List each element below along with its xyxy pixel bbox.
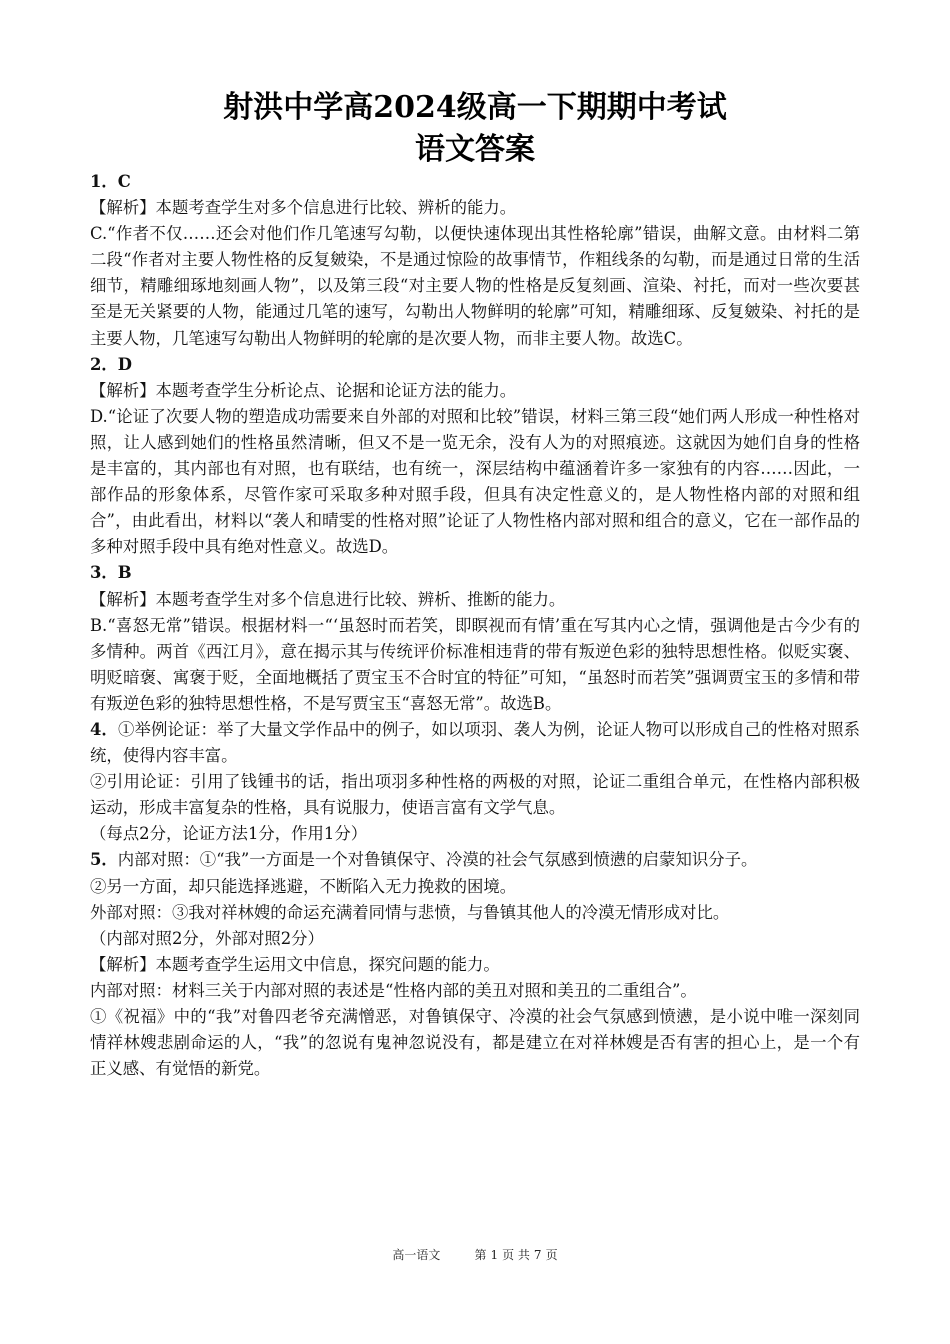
document-subtitle: 语文答案 xyxy=(415,132,535,167)
footer-page-prefix: 第 xyxy=(474,1248,487,1262)
question-4-scoring: （每点2分，论证方法1分，作用1分） xyxy=(90,824,368,844)
footer-page-total: 7 xyxy=(533,1248,542,1262)
question-1-analysis: C.“作者不仅……还会对他们作几笔速写勾勒，以便快速体现出其性格轮廓”错误，曲解文意。由材料二第二段“作者对主要人物性格的反复皴染，不是通过惊险的故事情节，作粗线条的勾勒，而是通过日常的生活细节，精雕细琢地刻画人物”，以及第三段“对主要人物的性格是反复刻画、渲染、衬托，而对一些次要甚至是无关紧要的人物，能通过几笔的速写，勾勒出人物鲜明的轮廓”可知，精雕细琢、反复皴染、衬托的是主要人物，几笔速写勾勒出人物鲜明的轮廓的是次要人物，而非主要人物。故选C。 xyxy=(90,224,860,348)
document-title: 射洪中学高2024级高一下期期中考试 xyxy=(223,90,727,125)
question-5-scoring: （内部对照2分，外部对照2分） xyxy=(90,928,324,948)
footer-page-current: 1 xyxy=(490,1248,499,1262)
question-4-point-1-text: ①举例论证：举了大量文学作品中的例子，如以项羽、袭人为例，论证人物可以形成自己的性格对照系统，使得内容丰富。 xyxy=(90,719,860,766)
question-5-point-3: 外部对照：③我对祥林嫂的命运充满着同情与悲愤，与鲁镇其他人的冷漠无情形成对比。 xyxy=(90,902,730,922)
question-4-point-2: ②引用论证：引用了钱锺书的话，指出项羽多种性格的两极的对照，论证二重组合单元，在性格内部积极运动，形成丰富复杂的性格，具有说服力，使语言富有文学气息。 xyxy=(90,772,860,818)
question-5-point-1 xyxy=(90,847,860,873)
question-4-number: 4． xyxy=(90,719,118,739)
question-4-point-1 xyxy=(90,717,860,769)
question-1-answer: 1．C xyxy=(90,172,131,191)
question-3-answer: 3．B xyxy=(90,563,132,583)
footer-page-mid: 页 共 xyxy=(502,1248,530,1262)
question-3-analysis-intro: 【解析】本题考查学生对多个信息进行比较、辨析、推断的能力。 xyxy=(90,589,566,609)
question-3-analysis: B.“喜怒无常”错误。根据材料一“‘虽怒时而若笑，即瞑视而有情’重在写其内心之情，强调他是古今少有的多情种。两首《西江月》，意在揭示其与传统评价标准相违背的带有叛逆色彩的独特思想性格。似贬实褒、明贬暗褒、寓褒于贬，全面地概括了贾宝玉不合时宜的特征”可知，“虽怒时而若笑”强调贾宝玉的多情和带有叛逆色彩的独特思想性格，不是写贾宝玉“喜怒无常”。故选B。 xyxy=(90,615,860,713)
question-5-analysis-intro: 【解析】本题考查学生运用文中信息，探究问题的能力。 xyxy=(90,954,500,974)
page-footer xyxy=(0,1246,950,1264)
question-5-analysis-internal: 内部对照：材料三关于内部对照的表述是“性格内部的美丑对照和美丑的二重组合”。 xyxy=(90,980,697,1000)
question-2-analysis-intro: 【解析】本题考查学生分析论点、论据和论证方法的能力。 xyxy=(90,380,517,400)
question-5-analysis-detail: ①《祝福》中的“我”对鲁四老爷充满憎恶，对鲁镇保守、冷漠的社会气氛感到愤懑，是小说中唯一深刻同情祥林嫂悲剧命运的人，“我”的忽说有鬼神忽说没有，都是建立在对祥林嫂是否有害的担心上，是一个有正义感、有觉悟的新党。 xyxy=(90,1007,860,1079)
question-2-answer: 2．D xyxy=(90,354,133,374)
question-5-number: 5． xyxy=(90,850,118,870)
question-5-point-2: ②另一方面，却只能选择逃避，不断陷入无力挽救的困境。 xyxy=(90,876,517,896)
question-2-analysis: D.“论证了次要人物的塑造成功需要来自外部的对照和比较”错误，材料三第三段“她们两人形成一种性格对照，让人感到她们的性格虽然清晰，但又不是一览无余，没有人为的对照痕迹。这就因为她们自身的性格是丰富的，其内部也有对照，也有联结，也有统一，深层结构中蕴涵着许多一家独有的内容……因此，一部作品的形象体系，尽管作家可采取多种对照手段，但具有决定性意义的，是人物性格内部的对照和组合”，由此看出，材料以“袭人和晴雯的性格对照”论证了人物性格内部对照和组合的意义，它在一部作品的多种对照手段中具有绝对性意义。故选D。 xyxy=(90,406,860,557)
footer-subject: 高一语文 xyxy=(392,1248,441,1262)
question-5-point-1-text: 内部对照：①“我”一方面是一个对鲁镇保守、冷漠的社会气氛感到愤懑的启蒙知识分子。 xyxy=(117,850,758,870)
question-1-analysis-intro: 【解析】本题考查学生对多个信息进行比较、辨析的能力。 xyxy=(90,198,517,218)
answer-content xyxy=(90,169,860,1082)
footer-page-suffix: 页 xyxy=(545,1248,558,1262)
